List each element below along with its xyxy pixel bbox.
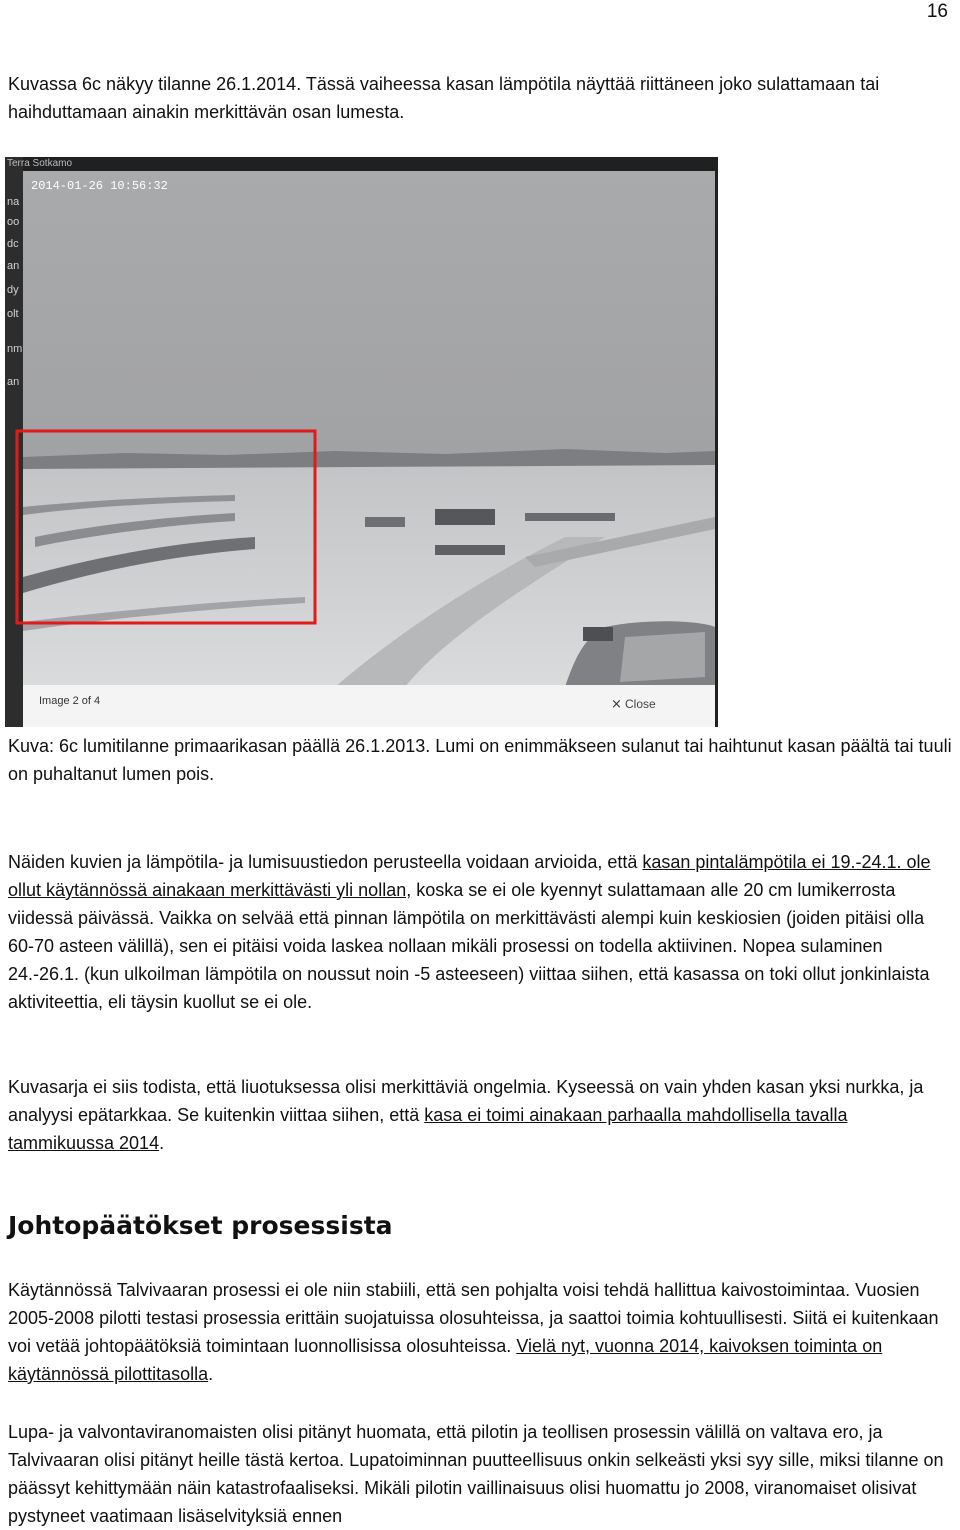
page-number: 16	[926, 1, 948, 22]
process-underlined: Vielä nyt, vuonna 2014, kaivoksen toiminta on käytännössä pilottitasolla	[8, 1336, 883, 1384]
side-letter: dy	[7, 284, 19, 296]
conclusion-paragraph	[8, 1073, 952, 1157]
conclusion-text-1: Kuvasarja ei siis todista, että liuotuksessa olisi merkittäviä ongelmia. Kyseessä on vain yhden kasan yksi nurkka, ja analyysi epätarkkaa. Se kuitenkin viittaa siihen, että	[8, 1077, 924, 1125]
image-counter: Image 2 of 4	[39, 695, 101, 707]
close-icon[interactable]: ×	[611, 697, 622, 712]
side-letter: dc	[7, 238, 19, 250]
section-heading: Johtopäätökset prosessista	[8, 1211, 393, 1240]
side-letter: nm	[7, 343, 23, 355]
close-button[interactable]	[611, 697, 656, 712]
process-text-1: Käytännössä Talvivaaran prosessi ei ole niin stabiili, että sen pohjalta voisi tehdä hallittua kaivostoimintaa. Vuosien 2005-2008 pilotti testasi prosessia erittäin suojatuissa olosuhteissa, ja saattoi toimia kohtuullisesti. Siitä ei kuitenkaan voi vetää johtopäätöksiä toimintaan luonnollisissa olosuhteissa.	[8, 1280, 939, 1356]
process-paragraph	[8, 1276, 952, 1388]
analysis-paragraph	[8, 848, 952, 1016]
conclusion-text-2: .	[159, 1133, 165, 1153]
webcam-timestamp: 2014-01-26 10:56:32	[31, 179, 168, 193]
webcam-top-label: Terra Sotkamo	[7, 158, 73, 169]
figure-caption: Kuva: 6c lumitilanne primaarikasan päällä 26.1.2013. Lumi on enimmäkseen sulanut tai haihtunut kasan päältä tai tuuli on puhaltanut lumen pois.	[8, 736, 952, 784]
intro-paragraph: Kuvassa 6c näkyy tilanne 26.1.2014. Tässä vaiheessa kasan lämpötila näyttää riittäneen joko sulattamaan tai haihduttamaan ainakin merkittävän osan lumesta.	[8, 74, 880, 122]
close-label[interactable]: Close	[625, 697, 656, 711]
analysis-text-2: koska se ei ole kyennyt sulattamaan alle 20 cm lumikerrosta viidessä päivässä. Vaikka on selvää että pinnan lämpötila on merkittävästi alempi kuin keskiosien (joiden pitäisi olla 60-70 asteen välillä), sen ei pitäisi voida laskea nollaan mikäli prosessi on todella aktiivinen. Nopea sulaminen 24.-26.1. (kun ulkoilman lämpötila on noussut noin -5 asteeseen) viittaa siihen, että kasassa on toki ollut jonkinlaista aktiviteettia, eli täysin kuollut se ei ole.	[8, 880, 930, 1012]
analysis-underlined: kasan pintalämpötila ei 19.-24.1. ole ollut käytännössä ainakaan merkittävästi yli nollan,	[8, 852, 931, 900]
authority-paragraph: Lupa- ja valvontaviranomaisten olisi pitänyt huomata, että pilotin ja teollisen prosessin välillä on valtava ero, ja Talvivaaran olisi pitänyt heille tästä kertoa. Lupatoiminnan puutteellisuus onkin selkeästi yksi syy sille, miksi tilanne on päässyt kehittymään näin katastrofaaliseksi. Mikäli pilotin vaillinaisuus olisi huomattu jo 2008, viranomaiset olisivat pystyneet vaatimaan lisäselvityksiä ennen	[8, 1422, 944, 1526]
side-letter: an	[7, 260, 20, 272]
side-letter: oo	[7, 216, 20, 228]
conclusion-underlined: kasa ei toimi ainakaan parhaalla mahdollisella tavalla tammikuussa 2014	[8, 1105, 848, 1153]
webcam-image	[5, 157, 718, 727]
process-text-2: .	[208, 1364, 214, 1384]
side-letter: na	[7, 196, 20, 208]
side-letter: an	[7, 376, 20, 388]
analysis-text-1: Näiden kuvien ja lämpötila- ja lumisuustiedon perusteella voidaan arvioida, että	[8, 852, 643, 872]
side-letter: olt	[7, 308, 19, 320]
